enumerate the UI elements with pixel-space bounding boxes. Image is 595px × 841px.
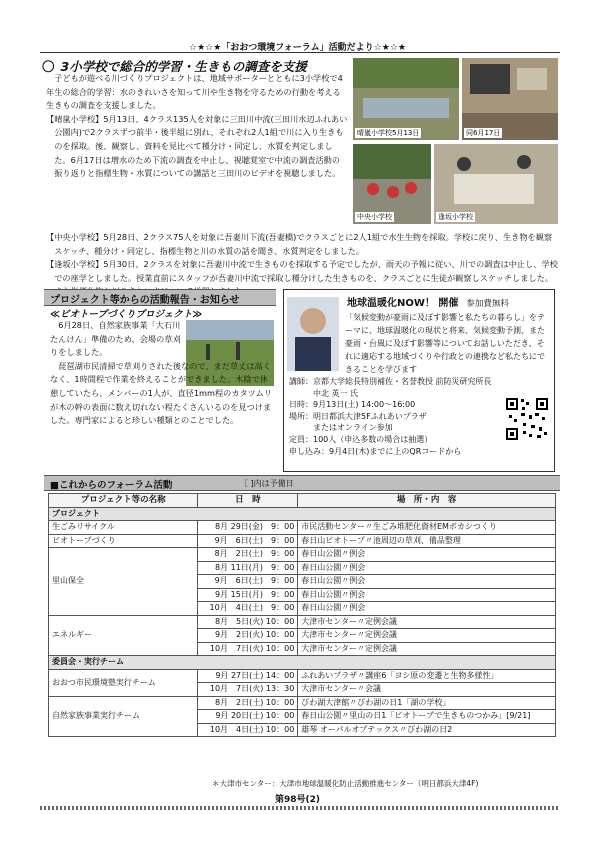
table-row [49,669,556,683]
place-cell: 春日山公園〃里山の日1「ビオトープで生きものつかみ」[9/21] [298,710,556,724]
paragraph: 【逢坂小学校】5月30日、2クラスを対象に吾妻川中流で生きものを採取する予定でしたが、雨天の予報に従い、川での調査は中止し、学校での座学としました。授業直前にスタッフが吾妻川中流で採取し種分けした生きものを、クラスごとに生徒が観察しスケッチしました。 [46,259,558,283]
event-title [347,294,509,309]
project-name-cell: エネルギー [49,615,198,656]
footer-note: ＊大津市センター：大津市地球温暖化防止活動推進センター（明日都浜大津4F) [212,779,479,788]
date-cell: 10月 7日(火) 13：30 [198,683,298,697]
event-description: 「気候変動が豪雨に及ぼす影響と私たちの暮らし」をテーマに、地球温暖化の現状と将来、気候変動予測、また豪雨・台風に及ぼす影響等についてお話しいただき、それに適応する地域づくりや行政との連携など私たちにできることを学びます [345,313,545,374]
date-cell: 9月 6日(土) 9：00 [198,575,298,589]
project-name-cell: 生ごみリサイクル [49,521,198,535]
place-cell: 大津市センター〃会議 [298,683,556,697]
date-cell: 9月 27日(土) 14：00 [198,669,298,683]
category-row [49,656,556,670]
event-line: またはオンライン参加 [289,423,393,433]
date-cell: 10月 4日(土) 9：00 [198,602,298,616]
place-cell: 春日山公園〃例会 [298,575,556,589]
column-header: 場 所・内 容 [298,494,556,508]
table-row [49,548,556,562]
place-cell: 大津市センター〃定例会議 [298,615,556,629]
photo-label: 中央小学校 [357,213,392,221]
schedule-note: ［ ]内は予備日 [240,479,294,488]
table-row [49,696,556,710]
place-cell: 春日山公園〃例会 [298,588,556,602]
event-info [289,376,509,457]
place-cell: ふれあいプラザ〃講座6「ヨシ原の変遷と生物多様性」 [298,669,556,683]
event-line: 場所：明日都浜大津5Fふれあいプラザ [289,411,427,421]
column-header: 日 時 [198,494,298,508]
date-cell: 8月 5日(火) 10：00 [198,615,298,629]
event-line: 講師：京都大学総長特別補佐・名誉教授 前防災研究所長 [289,377,492,386]
category-cell: 委員会・実行チーム [49,656,556,670]
section2-header [44,289,276,306]
section1-title-text: 3小学校で総合的学習・生きもの調査を支援 [60,59,307,74]
date-cell: 10月 7日(火) 10：00 [198,642,298,656]
schedule-table-body [49,494,556,737]
date-cell: 8月 2日(土) 10：00 [198,696,298,710]
date-cell: 8月 11日(月) 9：00 [198,561,298,575]
date-cell: 9月 15日(月) 9：00 [198,588,298,602]
paragraph: 【中央小学校】5月28日、2クラス75人を対象に吾妻川下流(吾妻橋)でクラスごとに2人1組で水生生物を採取。学校に戻り、生き物を観察スケッチ、種分け・同定し、指標生物と川の水質の話を聞き、水質判定をしました。 [46,232,553,256]
photo-chuo [353,144,431,224]
schedule-header [44,475,560,491]
date-cell: 9月 2日(火) 10：00 [198,629,298,643]
photo-seiran-may [353,58,459,140]
place-cell: 春日山公園〃例会 [298,548,556,562]
category-cell: プロジェクト [49,507,556,521]
photo-label: 晴嵐小学校5月13日 [357,129,420,137]
place-cell: 大津市センター〃定例会議 [298,642,556,656]
photo-label: 同6月17日 [466,129,501,137]
circle-mark: 〇 [42,59,55,74]
event-free: 参加費無料 [466,299,509,309]
place-cell: 春日山公園〃例会 [298,561,556,575]
place-cell: びわ湖大津館〃びわ湖の日1「湖の学校」 [298,696,556,710]
date-cell: 9月 20日(土) 10：00 [198,710,298,724]
schedule-table [48,493,556,737]
photo-seiran-june [462,58,558,140]
newsletter-header: ☆★☆★「おおつ環境フォーラム」活動だより☆★☆★ [189,43,406,53]
photo-osaka [434,144,558,224]
date-cell: 9月 6日(土) 9：00 [198,534,298,548]
event-line: 申し込み：9月4日(木)までに上のQRコードから [289,446,462,456]
paragraph: 6月28日、自然家族事業「大石川たんけん」準備のため、会場の草刈りをしました。 [50,320,181,358]
table-row [49,534,556,548]
event-line: 中北 英一 氏 [289,388,359,398]
table-row [49,615,556,629]
speaker-portrait [287,297,339,371]
date-cell: 10月 4日(土) 10：00 [198,723,298,737]
place-cell: 春日山ビオトープ〃池周辺の草刈、備品整理 [298,534,556,548]
paragraph: 【晴嵐小学校】5月13日、4クラス135人を対象に三田川中流(三田川水辺ふれあい公園内)で2クラスずつ前半・後半組に別れ、それぞれ2人1組で川に入り生きものを採取。後、観察し、資料を見比べて種分け・同定し、水質を判定しました。6月17日は増水のため下流の調査を中止し、視聴覚室で中流の調査活動の振り返りと指標生物・水質についての講話と三田川のビデオを視聴しました。 [46,113,348,179]
project-name-cell: おおつ市民環境塾実行チーム [49,669,198,696]
project-name-cell: 里山保全 [49,548,198,616]
schedule-header-text: ■これからのフォーラム活動 [50,480,173,491]
project-name-cell: 自然家族事業実行チーム [49,696,198,737]
event-line: 日時：9月13日(土) 14:00～16:00 [289,400,416,410]
photo-label: 逢坂小学校 [438,213,473,221]
event-title-text: 地球温暖化NOW！ 開催 [347,298,459,309]
footer-border [40,806,560,810]
section2-body [50,319,275,428]
paragraph: 子どもが遊べる川づくりプロジェクトは、地域サポーターとともに3小学校で4年生の総合的学習：水のきれいさを知って川や生き物を守るための行動を考える生きもの調査を支援しました。 [46,73,343,111]
column-header: プロジェクト等の名称 [49,494,198,508]
table-header-row [49,494,556,508]
date-cell: 8月 2日(土) 9：00 [198,548,298,562]
biotope-subheader: ≪ビオトープづくりプロジェクト≫ [50,309,203,320]
qr-code-icon[interactable] [505,397,549,441]
speaker-photo [287,297,339,371]
section2-header-text: プロジェクト等からの活動報告・お知らせ [50,295,240,306]
date-cell: 8月 29日(金) 9：00 [198,521,298,535]
page-number: 第98号(2) [274,795,320,805]
event-line: 定員：100人（申込多数の場合は抽選） [289,434,433,444]
project-name-cell: ビオトープづくり [49,534,198,548]
place-cell: 雄琴 オーパルオプテックス〃びわ湖の日2 [298,723,556,737]
header-rule [40,52,560,53]
place-cell: 大津市センター〃定例会議 [298,629,556,643]
category-row [49,507,556,521]
place-cell: 春日山公園〃例会 [298,602,556,616]
section1-body [46,72,348,181]
paragraph: 琵琶湖市民清掃で草刈りされた後なので、まだ草丈は高くなく、1時間程で作業を終えることができました。木陰で休憩していたら、メンバーの1人が、直径1mm程のカタツムリが木の幹の表面に数え切れない程たくさんいるのを見つけました。専門家によると珍しい種類とのことでした。 [50,360,272,426]
table-row [49,521,556,535]
place-cell: 市民活動センター〃生ごみ堆肥化資材EMボカシつくり [298,521,556,535]
qr-code-graphic [505,397,549,441]
